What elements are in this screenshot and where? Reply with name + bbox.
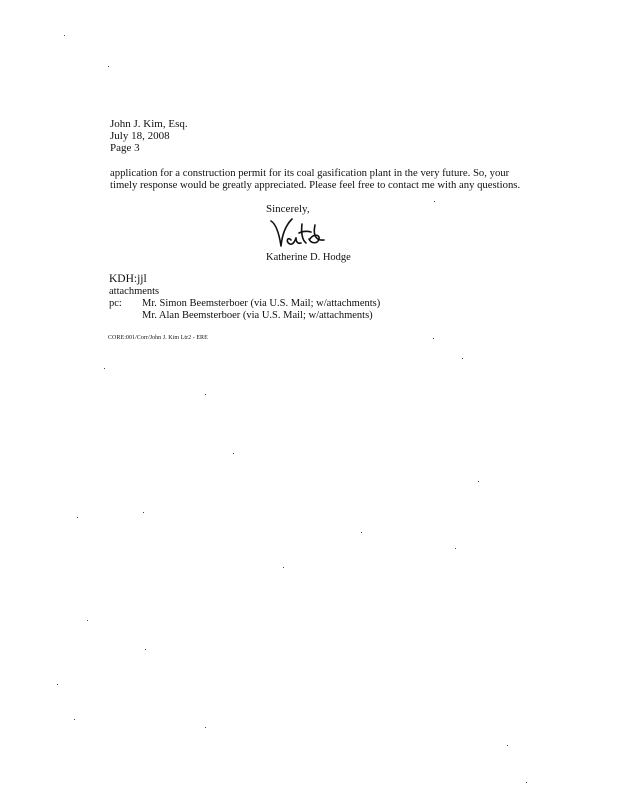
letter-date: July 18, 2008 bbox=[110, 130, 170, 142]
scan-speck bbox=[283, 567, 284, 568]
scan-speck bbox=[104, 368, 105, 369]
page-number: Page 3 bbox=[110, 142, 140, 154]
typist-initials: KDH:jjl bbox=[109, 273, 147, 285]
scan-speck bbox=[361, 532, 362, 533]
body-line-2: timely response would be greatly appreciated. Please feel free to contact me with any questions. bbox=[110, 179, 521, 191]
scan-speck bbox=[478, 481, 479, 482]
scan-speck bbox=[87, 620, 88, 621]
pc-recipient-2: Mr. Alan Beemsterboer (via U.S. Mail; w/attachments) bbox=[142, 310, 373, 321]
scan-speck bbox=[233, 453, 234, 454]
pc-recipient-1: Mr. Simon Beemsterboer (via U.S. Mail; w/attachments) bbox=[142, 298, 381, 309]
recipient-name: John J. Kim, Esq. bbox=[110, 118, 188, 130]
scan-speck bbox=[507, 745, 508, 746]
scan-speck bbox=[74, 719, 75, 720]
scan-speck bbox=[205, 727, 206, 728]
scan-speck bbox=[526, 782, 527, 783]
closing: Sincerely, bbox=[266, 203, 310, 215]
pc-label: pc: bbox=[109, 298, 122, 309]
signer-name: Katherine D. Hodge bbox=[266, 252, 351, 263]
scan-speck bbox=[433, 338, 434, 339]
document-footer-code: CORE:001/Corr/John J. Kim Ltr2 - ERE bbox=[108, 335, 208, 341]
scan-speck bbox=[434, 201, 435, 202]
scan-speck bbox=[145, 649, 146, 650]
scan-speck bbox=[205, 394, 206, 395]
handwritten-signature bbox=[268, 214, 326, 250]
scan-speck bbox=[64, 35, 65, 36]
scan-speck bbox=[455, 548, 456, 549]
scan-speck bbox=[108, 66, 109, 67]
attachments-note: attachments bbox=[109, 286, 160, 297]
body-line-1: application for a construction permit for its coal gasification plant in the very future. So, your bbox=[110, 167, 510, 179]
scan-speck bbox=[143, 512, 144, 513]
scan-speck bbox=[77, 517, 78, 518]
scan-speck bbox=[57, 684, 58, 685]
scan-speck bbox=[462, 358, 463, 359]
